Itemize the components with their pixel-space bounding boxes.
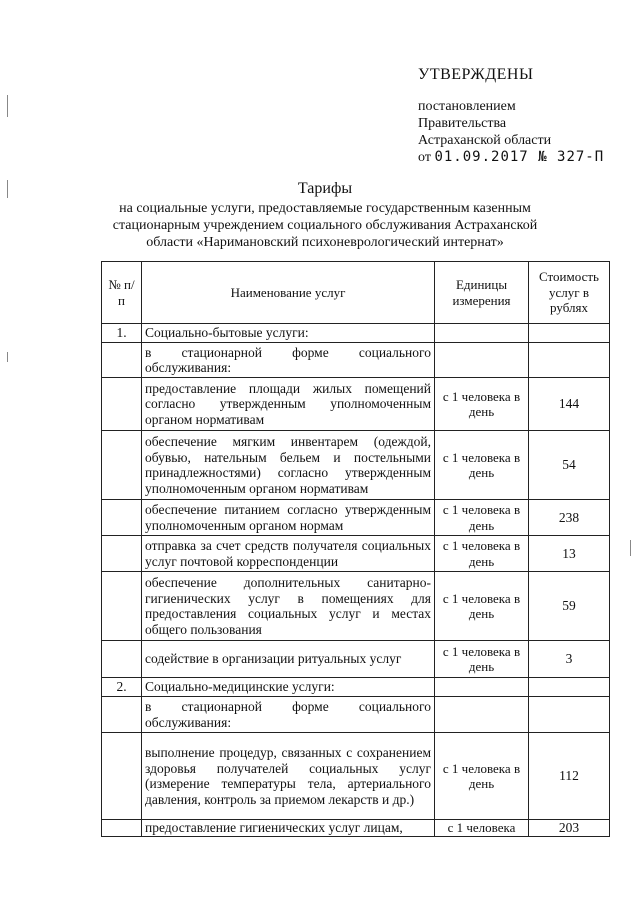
row-price: 13 [529, 536, 610, 572]
row-price [529, 324, 610, 343]
row-num [102, 641, 142, 678]
row-num [102, 378, 142, 431]
approval-block [418, 66, 628, 166]
row-unit [435, 678, 529, 697]
document-title: Тарифы [297, 180, 353, 197]
row-num: 2. [102, 678, 142, 697]
approval-line-2: Правительства [418, 116, 507, 131]
row-unit: с 1 человека в день [435, 733, 529, 820]
header-unit: Единицы измерения [435, 262, 529, 324]
table-row [102, 697, 610, 733]
row-unit [435, 343, 529, 378]
approval-line-1: постановлением [418, 99, 516, 114]
approval-date-line [418, 149, 628, 166]
row-name: предоставление гигиенических услуг лицам, [142, 820, 435, 837]
row-unit: с 1 человека в день [435, 572, 529, 641]
scan-edge-mark [7, 180, 8, 198]
table-row [102, 678, 610, 697]
table-row [102, 324, 610, 343]
row-unit: с 1 человека в день [435, 536, 529, 572]
row-price [529, 678, 610, 697]
row-unit: с 1 человека в день [435, 500, 529, 536]
row-name: содействие в организации ритуальных услуг [142, 641, 435, 678]
row-num [102, 500, 142, 536]
row-name: обеспечение дополнительных санитарно-гигиенических услуг в помещениях для предоставления социальных услуг и местах общего пользования [142, 572, 435, 641]
row-num [102, 572, 142, 641]
table-row [102, 641, 610, 678]
table-row [102, 500, 610, 536]
row-name: Социально-бытовые услуги: [142, 324, 435, 343]
row-price [529, 343, 610, 378]
row-price: 112 [529, 733, 610, 820]
row-name: отправка за счет средств получателя социальных услуг почтовой корреспонденции [142, 536, 435, 572]
row-price [529, 697, 610, 733]
row-price: 3 [529, 641, 610, 678]
row-price: 144 [529, 378, 610, 431]
row-price: 203 [529, 820, 610, 837]
approval-date-value: 01.09.2017 № 327-П [434, 149, 605, 165]
row-price: 59 [529, 572, 610, 641]
table-row [102, 431, 610, 500]
row-name: Социально-медицинские услуги: [142, 678, 435, 697]
document-subtitle: на социальные услуги, предоставляемые государственным казенным стационарным учреждением социального обслуживания Астраханской области «Наримановский психоневрологический интернат» [112, 201, 538, 250]
row-num [102, 820, 142, 837]
scan-edge-mark [7, 352, 8, 362]
row-name: в стационарной форме социального обслуживания: [142, 697, 435, 733]
row-num [102, 733, 142, 820]
tariff-table [101, 261, 610, 837]
approval-date-prefix: от [418, 150, 431, 165]
row-num [102, 431, 142, 500]
row-unit [435, 324, 529, 343]
table-row [102, 572, 610, 641]
row-price: 54 [529, 431, 610, 500]
table-header-row [102, 262, 610, 324]
row-num [102, 343, 142, 378]
table-row [102, 343, 610, 378]
header-name: Наименование услуг [142, 262, 435, 324]
header-price: Стоимость услуг в рублях [529, 262, 610, 324]
row-unit: с 1 человека в день [435, 641, 529, 678]
table-row [102, 820, 610, 837]
table-row [102, 733, 610, 820]
header-num: № п/п [102, 262, 142, 324]
row-name: в стационарной форме социального обслуживания: [142, 343, 435, 378]
approval-line-3: Астраханской области [418, 133, 552, 148]
row-name: предоставление площади жилых помещений согласно утвержденным уполномоченным органом нормативам [142, 378, 435, 431]
row-unit: с 1 человека в день [435, 431, 529, 500]
row-num [102, 536, 142, 572]
approval-title: УТВЕРЖДЕНЫ [418, 66, 534, 83]
document-heading [100, 180, 550, 251]
row-unit: с 1 человека в день [435, 378, 529, 431]
table-row [102, 536, 610, 572]
scan-edge-mark [7, 95, 8, 117]
table-row [102, 378, 610, 431]
row-price: 238 [529, 500, 610, 536]
row-num: 1. [102, 324, 142, 343]
row-name: обеспечение питанием согласно утвержденным уполномоченным органом нормам [142, 500, 435, 536]
row-name: выполнение процедур, связанных с сохранением здоровья получателей социальных услуг (измерение температуры тела, артериального давления, контроль за приемом лекарств и др.) [142, 733, 435, 820]
row-unit [435, 697, 529, 733]
scan-edge-mark [630, 540, 631, 556]
row-unit: с 1 человека [435, 820, 529, 837]
row-name: обеспечение мягким инвентарем (одеждой, обувью, нательным бельем и постельными принадлежностями) согласно утвержденным уполномоченным органом нормативам [142, 431, 435, 500]
row-num [102, 697, 142, 733]
